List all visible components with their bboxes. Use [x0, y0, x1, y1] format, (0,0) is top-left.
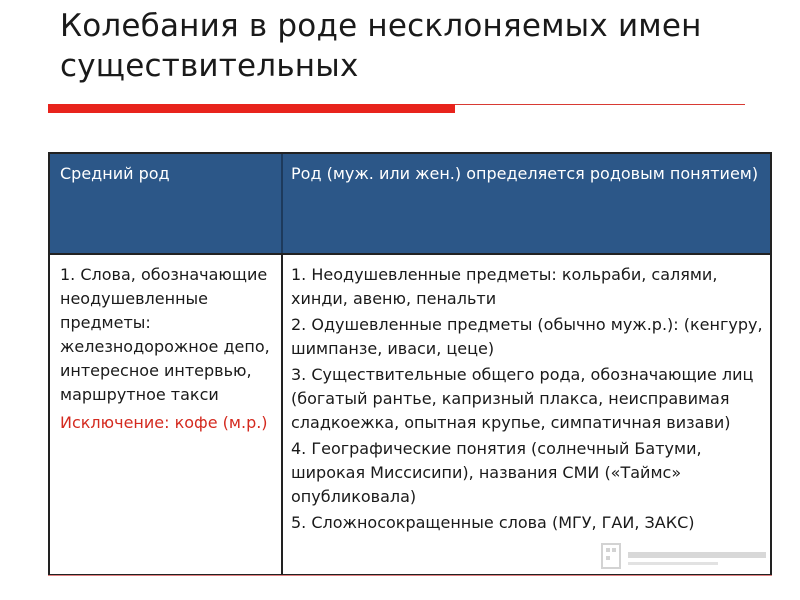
bottom-rule [48, 575, 772, 576]
neuter-cell [60, 263, 275, 435]
table-header-row [50, 154, 770, 253]
title-accent-rule [48, 104, 455, 113]
list-item: 3. Существительные общего рода, обозначающие лиц (богатый рантье, капризный плакса, неисправимая сладкоежка, опытная крупье, симпатичная визави) [291, 365, 754, 432]
list-item: 1. Неодушевленные предметы: кольраби, салями, хинди, авеню, пенальти [291, 265, 718, 308]
exception-text: Исключение: кофе (м.р.) [60, 413, 268, 432]
header-generic-concept: Род (муж. или жен.) определяется родовым понятием) [291, 164, 759, 183]
title-thin-rule [455, 104, 745, 105]
list-item: 2. Одушевленные предметы (обычно муж.р.): (кенгуру, шимпанзе, иваси, цеце) [291, 315, 763, 358]
list-item: 5. Сложносокращенные слова (МГУ, ГАИ, ЗАКС) [291, 513, 695, 532]
slide-title: Колебания в роде несклоняемых имен существительных [60, 8, 702, 84]
generic-concept-cell [291, 263, 765, 537]
body-divider [281, 255, 283, 574]
neuter-text: 1. Слова, обозначающие неодушевленные предметы: железнодорожное депо, интересное интервью, маршрутное такси [60, 265, 270, 404]
list-item: 4. Географические понятия (солнечный Батуми, широкая Миссисипи), названия СМИ («Таймс» опубликовала) [291, 439, 702, 506]
header-divider [281, 154, 283, 253]
watermark-logo-icon [600, 540, 768, 574]
table-body-row [50, 253, 770, 574]
gender-table [48, 152, 772, 576]
header-neuter: Средний род [60, 164, 170, 183]
